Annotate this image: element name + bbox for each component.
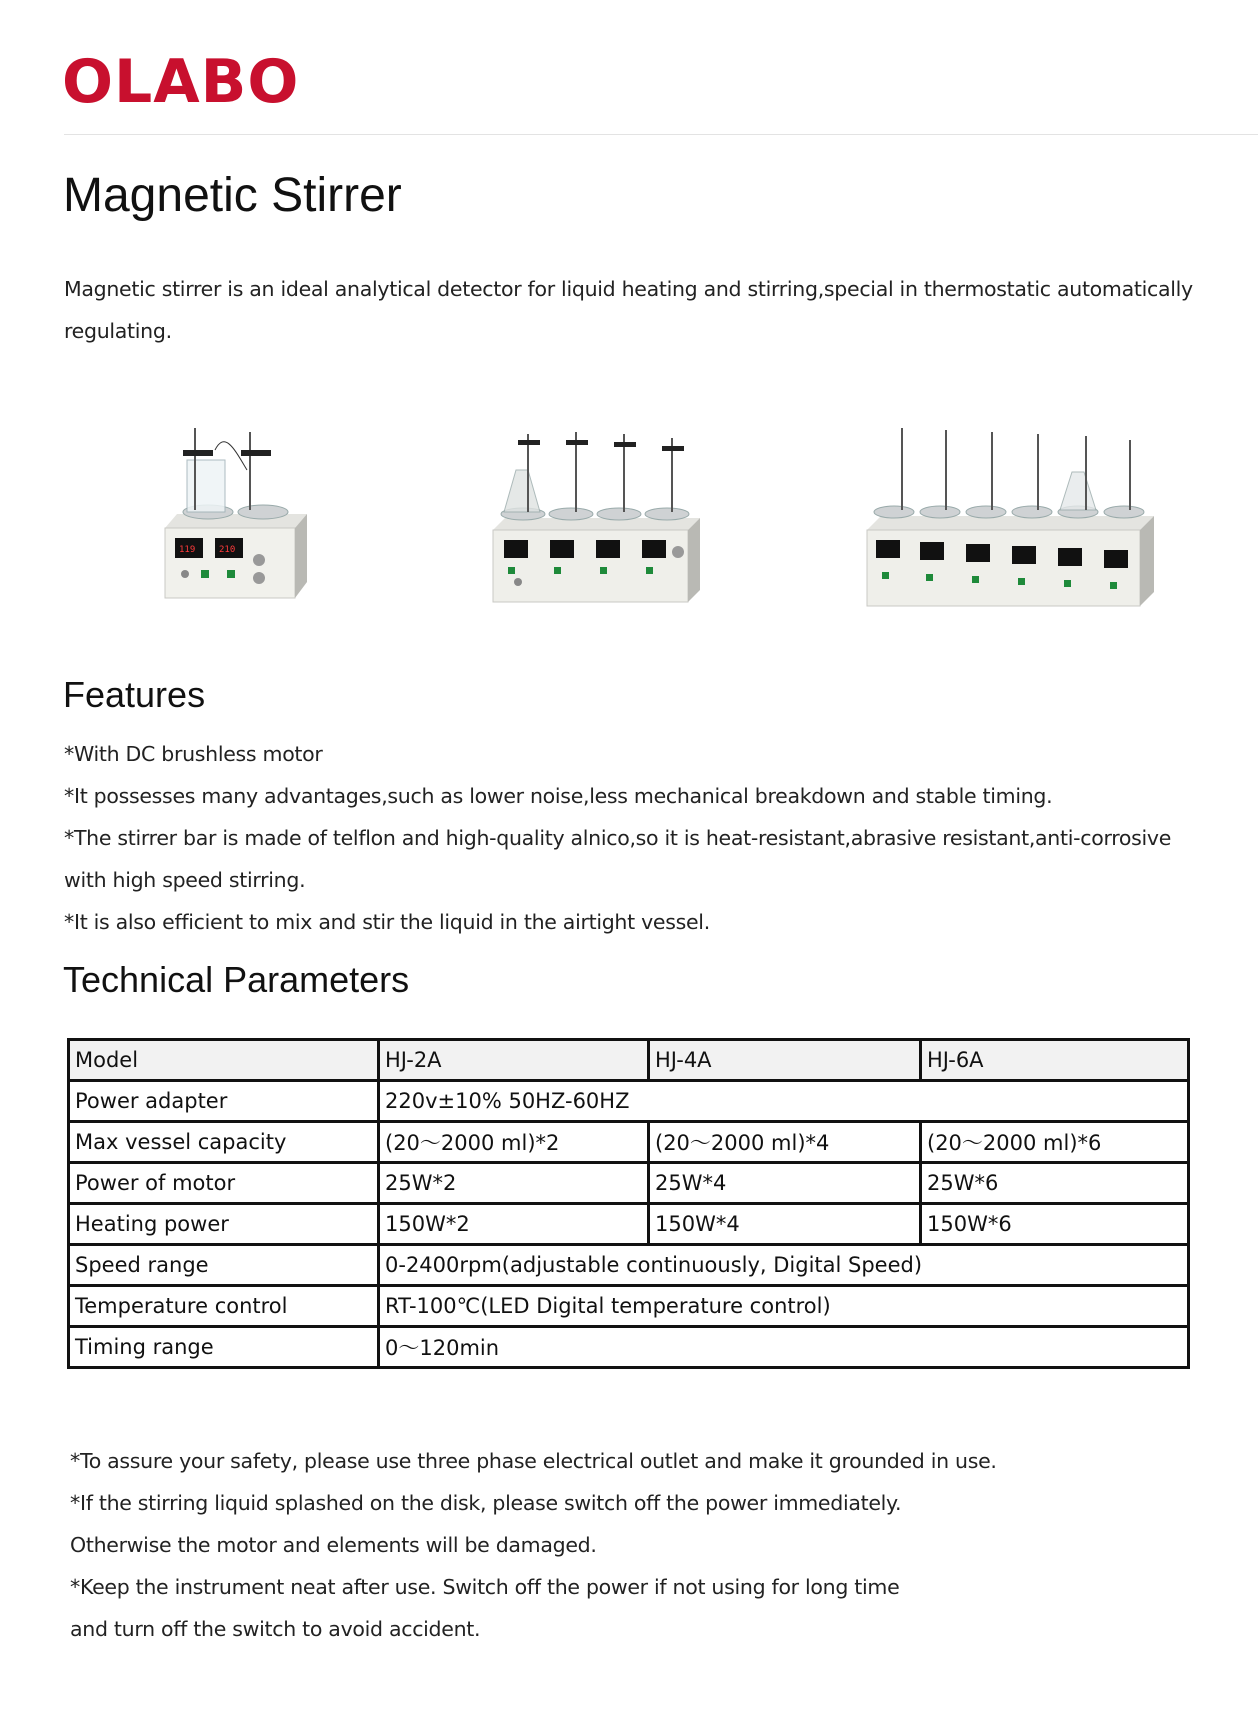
safety-notes (70, 1440, 1170, 1650)
row-value: 25W*2 (379, 1163, 649, 1204)
row-label: Speed range (69, 1245, 379, 1286)
row-value: 150W*4 (649, 1204, 921, 1245)
row-value: 220v±10% 50HZ-60HZ (379, 1081, 1189, 1122)
header-cell-hj-4a: HJ-4A (649, 1040, 921, 1081)
row-label: Heating power (69, 1204, 379, 1245)
table-header-row (69, 1040, 1189, 1081)
technical-parameters-table (67, 1038, 1190, 1369)
note-item: *To assure your safety, please use three phase electrical outlet and make it grounded in use. (70, 1449, 997, 1473)
hj-4a-photo (488, 422, 708, 622)
row-value: 0-2400rpm(adjustable continuously, Digital Speed) (379, 1245, 1189, 1286)
table-row (69, 1204, 1189, 1245)
row-label: Power of motor (69, 1163, 379, 1204)
header-cell-model: Model (69, 1040, 379, 1081)
feature-item: *It possesses many advantages,such as lower noise,less mechanical breakdown and stable timing. (64, 784, 1053, 808)
row-value: 150W*6 (921, 1204, 1189, 1245)
row-label: Timing range (69, 1327, 379, 1368)
svg-text:210: 210 (219, 545, 236, 555)
table-row (69, 1286, 1189, 1327)
row-value: 25W*6 (921, 1163, 1189, 1204)
feature-item: *It is also efficient to mix and stir the liquid in the airtight vessel. (64, 910, 710, 934)
feature-item: *The stirrer bar is made of telflon and high-quality alnico,so it is heat-resistant,abrasive resistant,anti-corrosive with high speed stirring. (64, 826, 1172, 892)
row-label: Power adapter (69, 1081, 379, 1122)
row-value: RT-100℃(LED Digital temperature control) (379, 1286, 1189, 1327)
svg-text:119: 119 (179, 545, 196, 555)
intro-paragraph: Magnetic stirrer is an ideal analytical detector for liquid heating and stirring,special in thermostatic automatically regulating. (64, 277, 1193, 343)
olabo-logo: OLABO (62, 47, 300, 117)
row-value: 25W*4 (649, 1163, 921, 1204)
product-images (0, 400, 1258, 640)
hj-2a-photo (155, 410, 315, 610)
header-cell-hj-2a: HJ-2A (379, 1040, 649, 1081)
feature-item: *With DC brushless motor (64, 742, 323, 766)
note-item: Otherwise the motor and elements will be damaged. (70, 1533, 597, 1557)
note-item: *Keep the instrument neat after use. Switch off the power if not using for long time (70, 1575, 900, 1599)
row-value: (20～2000 ml)*6 (921, 1122, 1189, 1163)
row-label: Max vessel capacity (69, 1122, 379, 1163)
table-row (69, 1122, 1189, 1163)
row-value: (20～2000 ml)*2 (379, 1122, 649, 1163)
note-item: and turn off the switch to avoid accident. (70, 1617, 481, 1641)
features-list (64, 733, 1194, 943)
row-value: 0～120min (379, 1327, 1189, 1368)
row-label: Temperature control (69, 1286, 379, 1327)
table-row (69, 1245, 1189, 1286)
note-item: *If the stirring liquid splashed on the disk, please switch off the power immediately. (70, 1491, 902, 1515)
technical-parameters-heading: Technical Parameters (63, 959, 410, 1000)
row-value: (20～2000 ml)*4 (649, 1122, 921, 1163)
table-row (69, 1081, 1189, 1122)
page-title: Magnetic Stirrer (63, 169, 402, 222)
features-heading: Features (63, 674, 206, 715)
header-cell-hj-6a: HJ-6A (921, 1040, 1189, 1081)
row-value: 150W*2 (379, 1204, 649, 1245)
header-divider (64, 134, 1258, 135)
table-row (69, 1327, 1189, 1368)
table-row (69, 1163, 1189, 1204)
hj-6a-photo (862, 420, 1162, 630)
